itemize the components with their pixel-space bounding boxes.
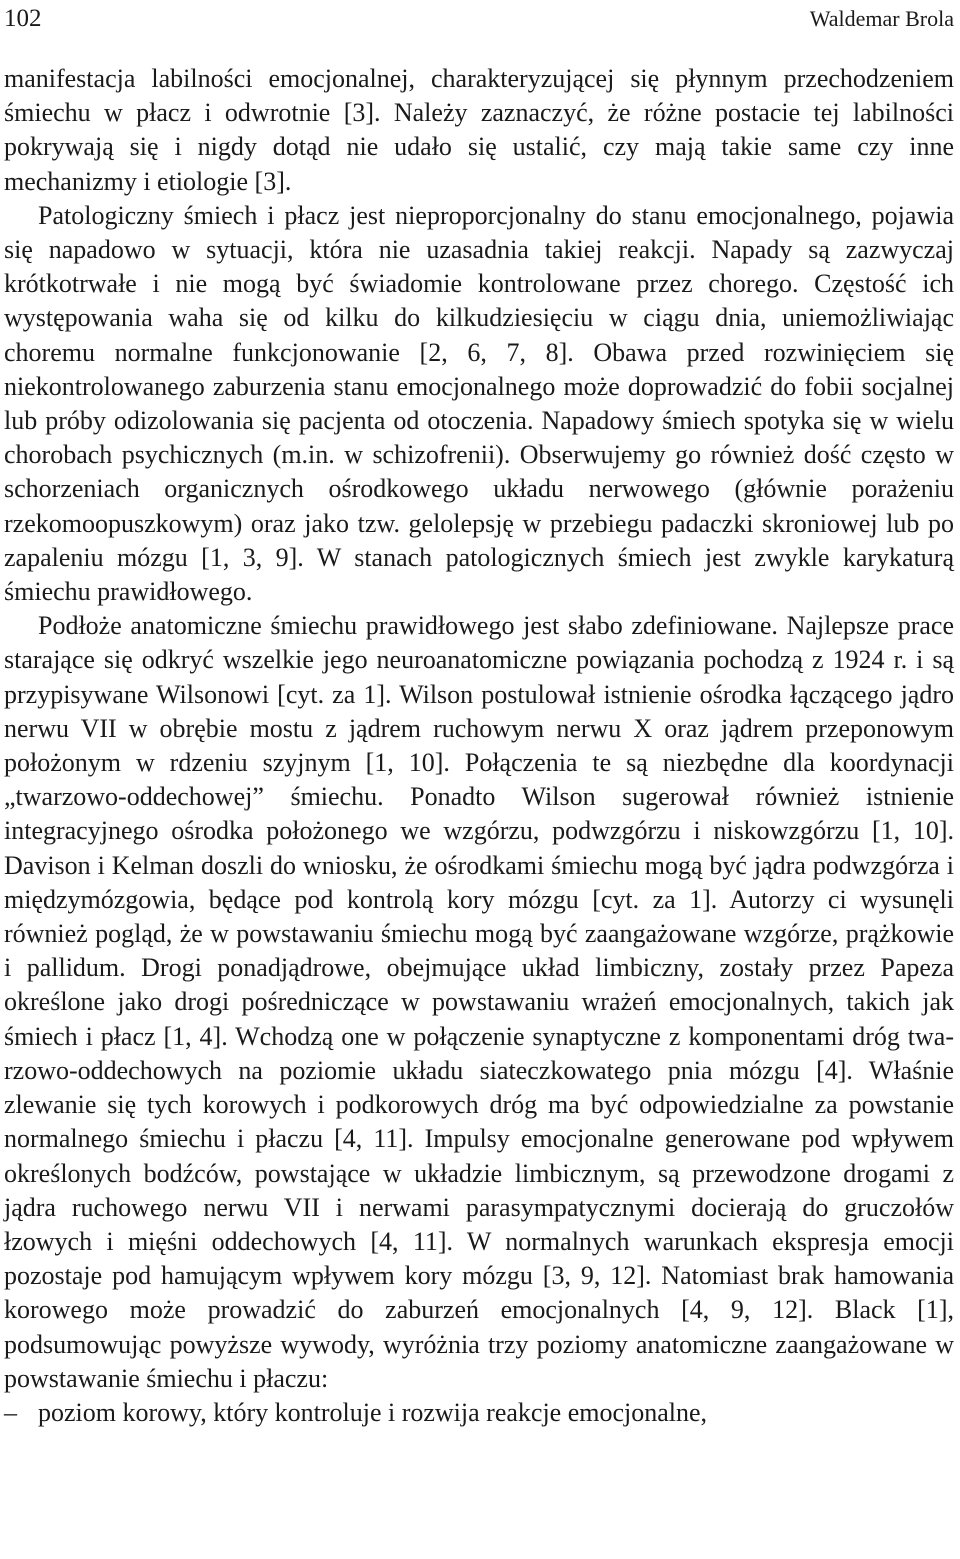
document-page [4,0,954,1559]
paragraph-continuation: manifestacja labilności emocjonalnej, charakteryzującej się płynnym przechodzeniem śmiechu w płacz i odwrotnie [3]. Należy zaznaczyć, że różne postacie tej labilności pokrywają się i nigdy dotąd nie udało się ustalić, czy mają takie same czy inne mechanizmy i etiologie [3]. [4,64,954,196]
article-body [4,62,954,1430]
paragraph-pathological-laughter: Patologiczny śmiech i płacz jest nieproporcjonalny do stanu emocjonalnego, pojawia się napadowo w sytuacji, która nie uzasadnia takiej reakcji. Napady są zazwyczaj krótkotrwałe i nie mogą być świadomie kontrolowane przez chorego. Częstość ich występowania waha się od kilku do kilkudziesięciu w ciągu dnia, uniemożliwiając choremu normalne funkcjonowanie [2, 6, 7, 8]. Obawa przed rozwinięciem się niekontrolowanego zaburzenia stanu emocjonalnego może doprowadzić do fobii socjalnej lub próby odizolowania się pacjenta od otoczenia. Napadowy śmiech spotyka się w wielu chorobach psychicznych (m.in. w schizofrenii). Obserwujemy go również dość często w schorzeniach organicznych ośrodkowego układu nerwowego (głównie porażeniu rzekomoopuszkowym) oraz jako tzw. gelolepsję w przebiegu padaczki skroniowej lub po zapaleniu mózgu [1, 3, 9]. W stanach patologicznych śmiech jest zwykle karykaturą śmiechu prawidłowego. [4,200,954,607]
list-item [4,1396,954,1430]
running-head-author: Waldemar Brola [809,6,954,31]
paragraph-anatomical-basis: Podłoże anatomiczne śmiechu prawidłowego jest słabo zdefiniowane. Najlepsze prace starające się odkryć wszelkie jego neuroanatomiczne powiązania pochodzą z 1924 r. i są przypisywane Wilsonowi [cyt. za 1]. Wilson postulował istnienie ośrodka łączącego jądro nerwu VII w obrębie mostu z jądrem ruchowym nerwu X oraz jądrem przeponowym położonym w rdzeniu szyjnym [1, 10]. Połączenia te są niezbędne dla koordynacji „twarzowo-oddechowej” śmiechu. Ponadto Wilson sugerował również istnienie integracyjnego ośrodka położonego we wzgórzu, podwzgórzu i niskowzgórzu [1, 10]. Davison i Kelman doszli do wniosku, że ośrodkami śmiechu mogą być jądra podwzgórza i międzymózgowia, będące pod kontrolą kory mózgu [cyt. za 1]. Autorzy ci wysunęli również pogląd, że w powstawaniu śmiechu mogą być zaangażowane wzgórze, prążkowie i pallidum. Drogi ponadjądrowe, obejmujące układ limbiczny, zostały przez Papeza określone jako drogi pośredniczące w powstawaniu wrażeń emocjonalnych, takich jak śmiech i płacz [1, 4]. Wchodzą one w połączenie synaptyczne z komponentami dróg twarzowo-oddechowych na poziomie układu siateczkowatego pnia mózgu [4]. Właśnie zlewanie się tych korowych i podkorowych dróg ma być odpowiedzialne za powstanie normalnego śmiechu i płaczu [4, 11]. Impulsy emocjonalne generowane pod wpływem określonych bodźców, powstające w układzie limbicznym, są przewodzone drogami z jądra ruchowego nerwu VII i nerwami parasympatycznymi docierają do gruczołów łzowych i mięśni oddechowych [4, 11]. W normalnych warunkach ekspresja emocji pozostaje pod hamującym wpływem kory mózgu [3, 9, 12]. Natomiast brak hamowania korowego może prowadzić do zaburzeń emocjonalnych [4, 9, 12]. Black [1], podsumowując powyższe wywody, wyróżnia trzy poziomy anatomiczne zaangażowane w powstawanie śmiechu i płaczu: [4,611,954,1393]
running-header [4,0,954,44]
list-dash-marker: – [4,1397,17,1427]
anatomical-levels-list [4,1396,954,1430]
list-item-text: poziom korowy, który kontroluje i rozwija reakcje emocjonalne, [38,1397,708,1427]
page-number: 102 [4,5,42,32]
